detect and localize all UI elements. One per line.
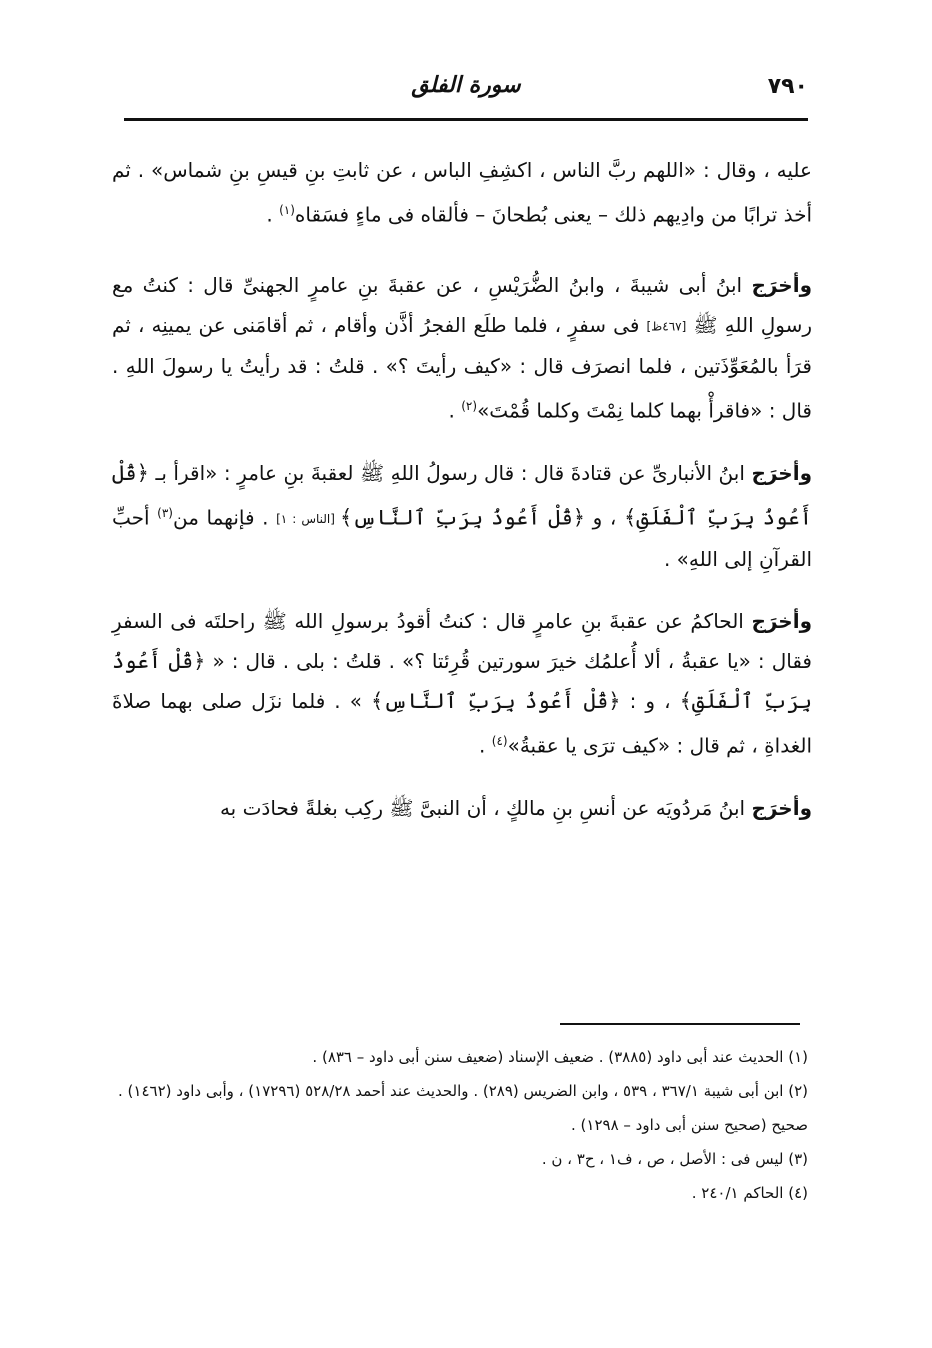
footnote-mark[interactable]: (٤) [491, 733, 508, 748]
paragraph-tail: أحبِّ القرآنِ إلى اللهِ» . [112, 505, 812, 571]
paragraph-1 [112, 150, 812, 235]
footnote-3: (٣) ليس فى : الأصل ، ص ، ف١ ، ح٣ ، ن . [541, 1150, 808, 1168]
paragraph-tail: . [479, 733, 492, 758]
paragraph-text: . فإنهما من [172, 505, 277, 530]
quran-verse: ﴿قُلْ أَعُوذُ بِرَبِّ ٱلْفَلَقِ﴾ [112, 460, 812, 530]
main-text [112, 150, 812, 850]
page-number: ٧٩٠ [767, 74, 808, 99]
verse-ref: [الناس : ١] [276, 511, 340, 526]
quran-verse: ﴿قُلْ أَعُوذُ بِرَبِّ ٱلْفَلَقِ﴾ [112, 648, 813, 713]
paragraph-3 [112, 453, 812, 579]
paragraph-lead: وأخرَج [751, 608, 812, 633]
paragraph-lead: وأخرَج [751, 272, 812, 297]
paragraph-lead: وأخرَج [751, 460, 812, 485]
paragraph-text: » . فلما نزَل صلى بهما صلاةَ الغداةِ ، ثم قال : «كيف ترَى يا عقبةُ» [112, 688, 812, 758]
paragraph-text: ، و : [620, 688, 680, 713]
footnote-mark[interactable]: (١) [279, 203, 295, 217]
footnote-4: (٤) الحاكم ٢٤٠/١ . [691, 1184, 808, 1202]
paragraph-text: ابنُ مَردُويَه عن أنسِ بنِ مالكٍ ، أن النبىَّ ﷺ ركِب بغلةً فحادَت به [219, 795, 752, 820]
paragraph-text: فى سفرٍ ، فلما طلَع الفجرُ أذَّن وأقام ، ثم أقامَنى عن يمينِه ، ثم قرَأ بالمُعَوِّذَتين ، فلما انصرَف قال : «كيف رأيتَ ؟» . قلتُ : قد رأيتُ يا رسولَ اللهِ . قال : «فاقرأْ بهما كلما نِمْتَ وكلما قُمْتَ» [112, 312, 812, 423]
paragraph-tail: . [266, 202, 280, 227]
footnote-rule [560, 1023, 800, 1025]
paragraph-text: ابنُ أبى شيبةَ ، وابنُ الضُّرَيْسِ ، عن عقبةَ بنِ عامرٍ الجهنىِّ قال : كنتُ مع رسولِ اللهِ ﷺ [112, 272, 813, 337]
header-rule [124, 118, 808, 121]
page-header [124, 66, 808, 116]
footnote-mark[interactable]: (٣) [157, 505, 173, 520]
paragraph-text: ابنُ الأنبارىِّ عن قتادةَ قال : قال رسولُ اللهِ ﷺ لعقبةَ بنِ عامرٍ : «اقرأ بـ [148, 460, 752, 485]
paragraph-text: عليه ، وقال : «اللهم ربَّ الناس ، اكشِفِ الباس ، عن ثابتِ بنِ قيسِ بنِ شماس» . ثم أخذ ترابًا من وادِيهم ذلك – يعنى بُطحانَ – فألقاه فى ماءٍ فسَقاه [112, 158, 812, 227]
footnote-mark[interactable]: (٢) [461, 399, 478, 414]
quran-verse: ﴿قُلْ أَعُوذُ بِرَبِّ ٱلنَّاسِ﴾ [370, 688, 621, 713]
manuscript-ref: [٤٦٧ظ] [646, 319, 687, 334]
paragraph-text: الحاكمُ عن عقبةَ بنِ عامرٍ قال : كنتُ أقودُ برسولِ الله ﷺ راحلتَه فى السفرِ فقال : «يا عقبةُ ، ألا أُعلمُك خيرَ سورتين قُرِئتا ؟» . قلتُ : بلى . قال : « [112, 608, 812, 673]
footnote-1: (١) الحديث عند أبى داود (٣٨٨٥) . ضعيف الإسناد (ضعيف سنن أبى داود – ٨٣٦) . [312, 1048, 808, 1066]
paragraph-5 [112, 788, 812, 828]
paragraph-tail: . [448, 398, 462, 423]
running-title: سورة الفلق [411, 72, 521, 98]
paragraph-4 [112, 601, 812, 766]
quran-verse: ﴿قُلْ أَعُوذُ بِرَبِّ ٱلنَّاسِ﴾ [339, 505, 586, 530]
footnotes [118, 1040, 808, 1210]
paragraph-2 [112, 265, 812, 431]
footnote-2: (٢) ابن أبى شيبة ٣٦٧/١ ، ٥٣٩ ، وابن الضريس (٢٨٩) . والحديث عند أحمد ٥٢٨/٢٨ (١٧٢٩٦) ، وأبى داود (١٤٦٢) . صحيح (صحيح سنن أبى داود – ١٢٩٨) . [118, 1082, 809, 1134]
paragraph-text: ، و [585, 505, 624, 530]
paragraph-lead: وأخرَج [751, 795, 812, 820]
